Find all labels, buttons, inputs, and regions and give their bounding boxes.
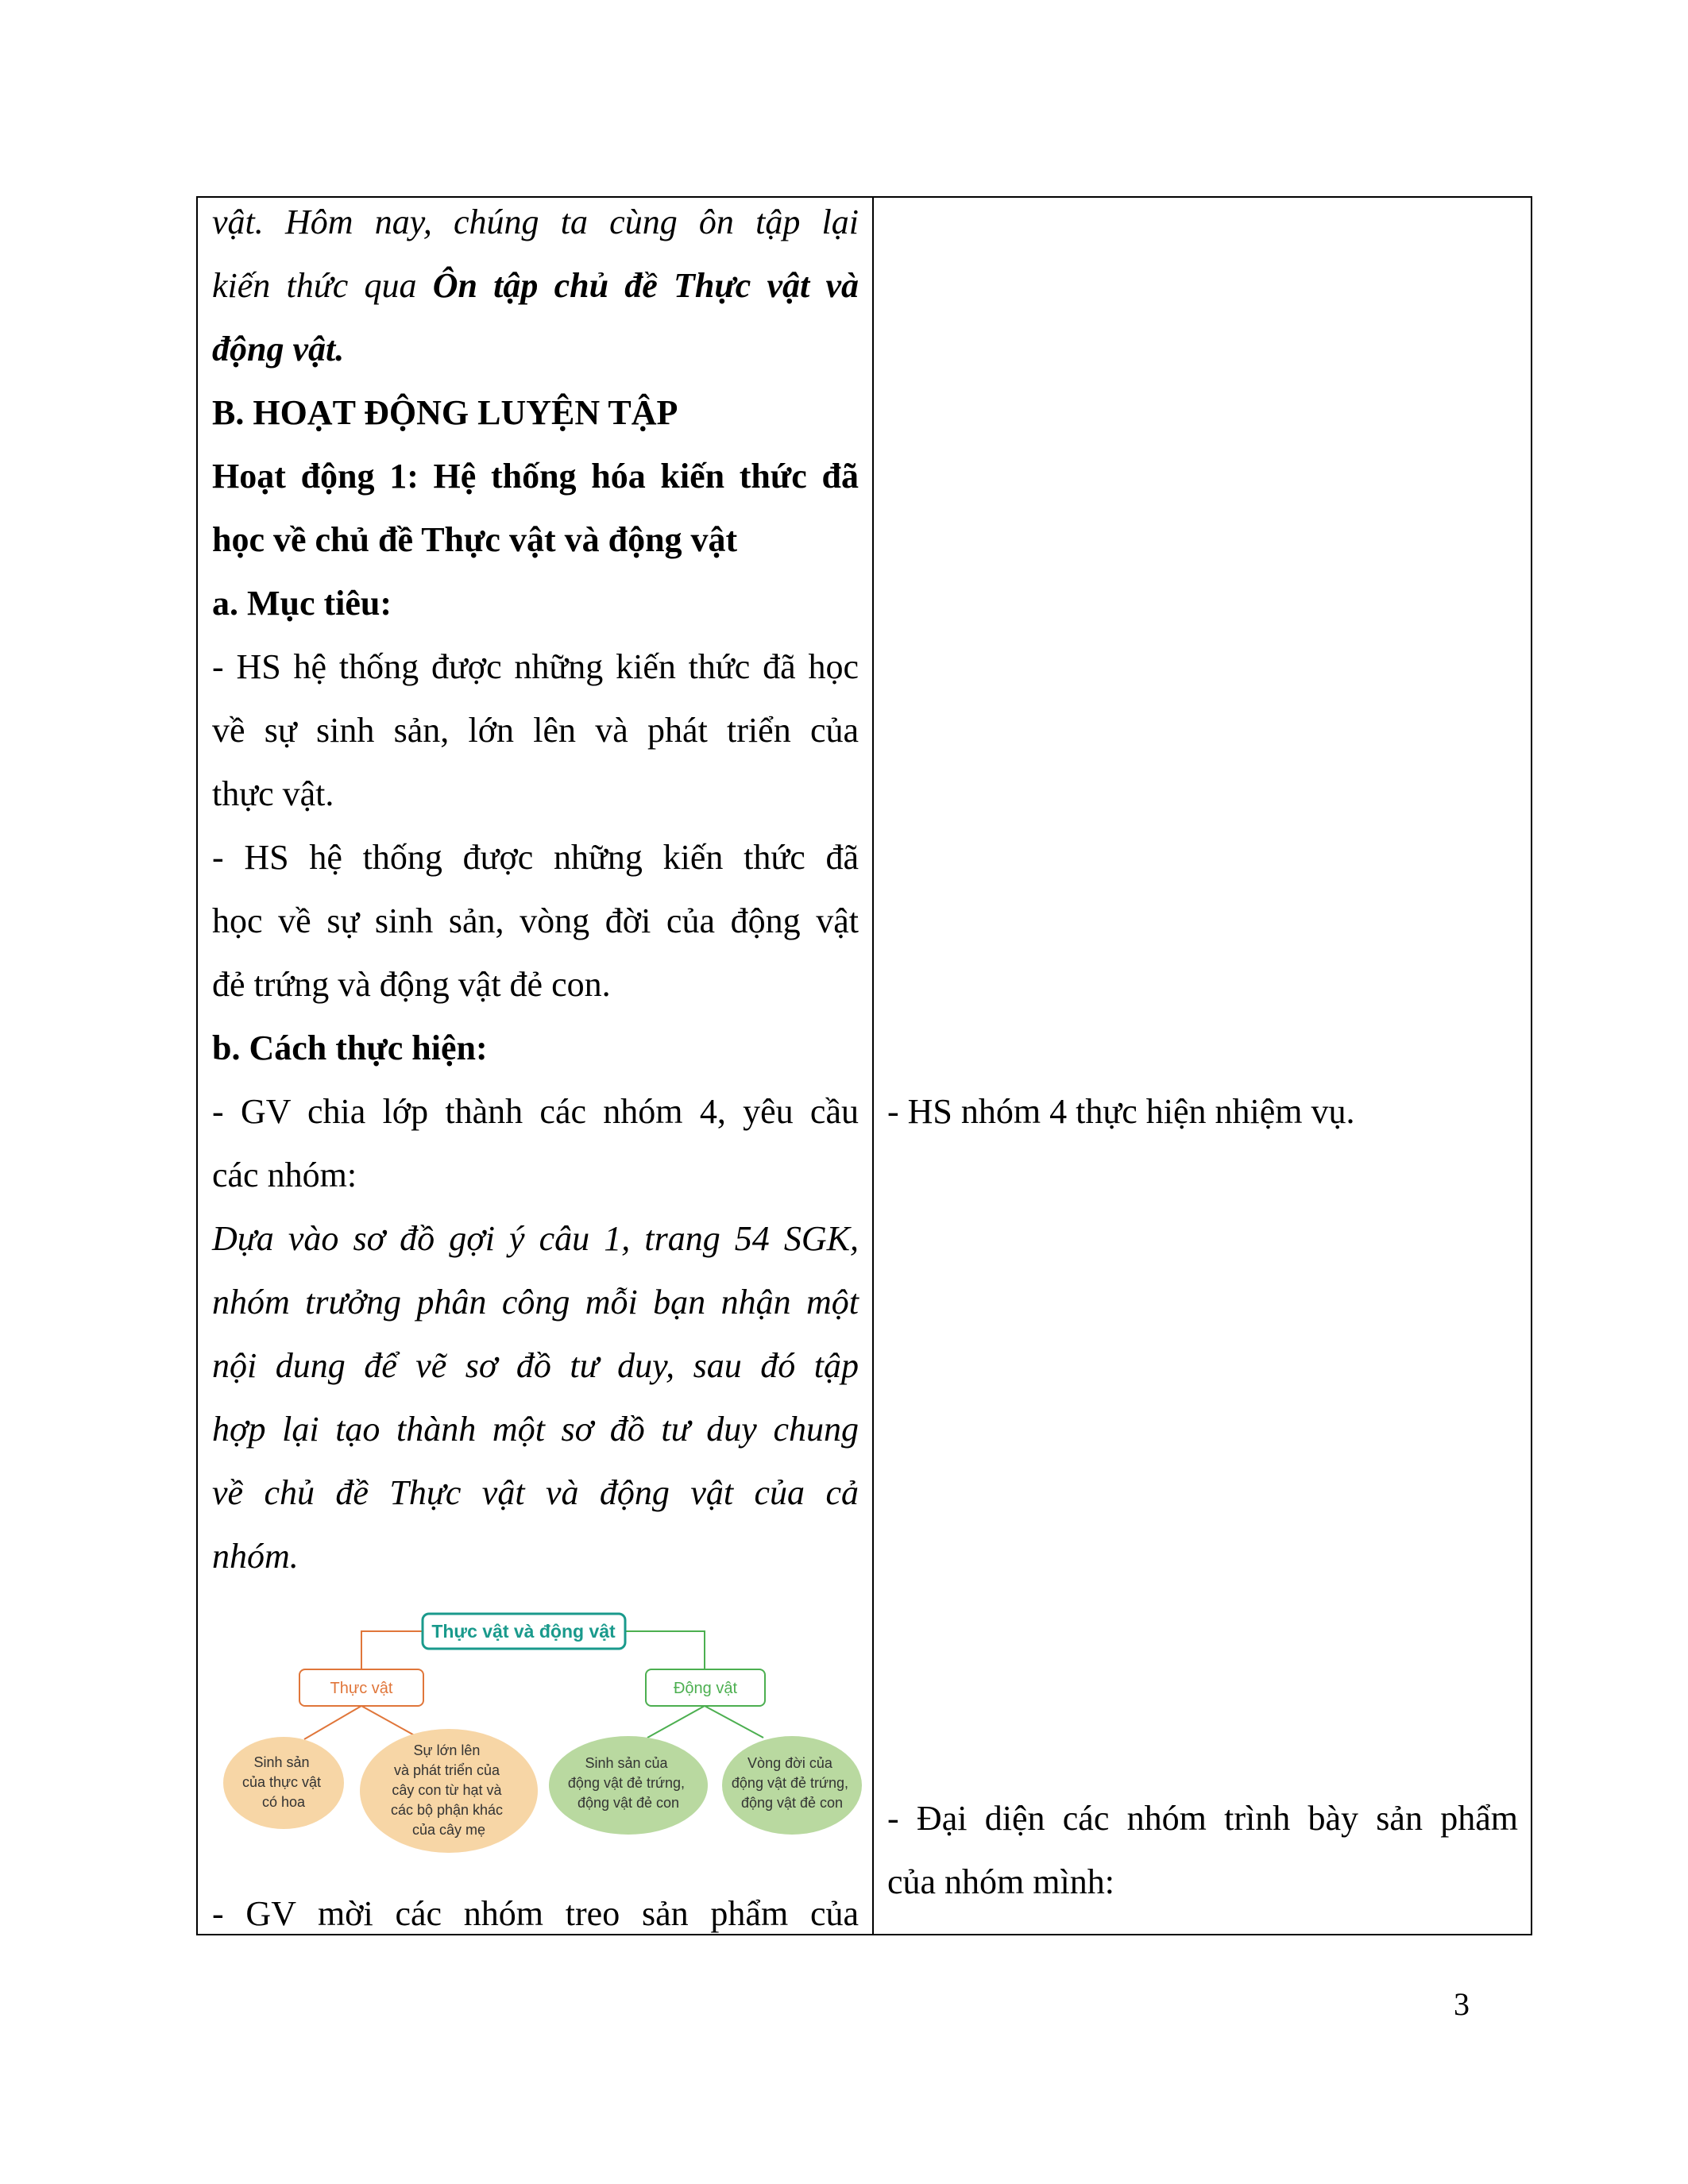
animal-reproduction-text: Sinh sản của động vật đẻ trứng, động vật đẻ con [567, 1755, 686, 1811]
section-heading: B. HOẠT ĐỘNG LUYỆN TẬP [212, 393, 678, 432]
task-text: nhóm trưởng phân công mỗi bạn nhận một [212, 1283, 859, 1322]
method-text: - GV mời các nhóm treo sản phẩm của [212, 1894, 859, 1933]
activity-heading: Hoạt động 1: Hệ thống hóa kiến thức đã [212, 457, 859, 496]
task-text: về chủ đề Thực vật và động vật của cả [212, 1473, 859, 1512]
student-column-task [887, 1080, 1518, 1144]
activity-heading: học về chủ đề Thực vật và động vật [212, 520, 738, 559]
student-text: - HS nhóm 4 thực hiện nhiệm vụ. [887, 1092, 1355, 1131]
student-text: của nhóm mình: [887, 1862, 1114, 1901]
student-text: - Đại diện các nhóm trình bày sản phẩm [887, 1799, 1518, 1838]
goal-text: học về sự sinh sản, vòng đời của động vật [212, 901, 859, 940]
goal-heading: a. Mục tiêu: [212, 584, 392, 623]
method-text: - GV chia lớp thành các nhóm 4, yêu cầu [212, 1092, 859, 1131]
method-heading: b. Cách thực hiện: [212, 1028, 488, 1067]
goal-text: - HS hệ thống được những kiến thức đã học [212, 647, 859, 686]
column-divider [872, 196, 874, 1935]
mind-map-diagram [218, 1604, 862, 1866]
goal-text: thực vật. [212, 774, 334, 813]
teacher-column [212, 191, 859, 1588]
animal-lifecycle-text: Vòng đời của động vật đẻ trứng, động vật đẻ con [731, 1755, 849, 1811]
intro-line: vật. Hôm nay, chúng ta cùng ôn tập lại [212, 203, 859, 241]
teacher-column-continued [212, 1882, 859, 1935]
plant-reproduction-text: Sinh sản của thực vật có hoa [241, 1754, 322, 1810]
intro-line: động vật. [212, 330, 345, 369]
animal-label: Động vật [673, 1680, 738, 1697]
goal-text: đẻ trứng và động vật đẻ con. [212, 965, 611, 1004]
root-label: Thực vật và động vật [431, 1621, 616, 1642]
intro-line: kiến thức qua Ôn tập chủ đề Thực vật và [212, 266, 859, 305]
goal-text: - HS hệ thống được những kiến thức đã [212, 838, 859, 877]
student-column-present [887, 1787, 1518, 1914]
page-number: 3 [1454, 1986, 1470, 2022]
task-text: hợp lại tạo thành một sơ đồ tư duy chung [212, 1410, 859, 1449]
plant-label: Thực vật [330, 1680, 393, 1697]
plant-growth-text: Sự lớn lên và phát triển của cây con từ hạt và các bộ phận khác của cây mẹ [390, 1742, 504, 1838]
goal-text: về sự sinh sản, lớn lên và phát triển của [212, 711, 859, 750]
task-text: nội dung để vẽ sơ đồ tư duy, sau đó tập [212, 1346, 859, 1385]
task-text: nhóm. [212, 1537, 299, 1576]
task-text: Dựa vào sơ đồ gợi ý câu 1, trang 54 SGK, [212, 1219, 859, 1258]
method-text: các nhóm: [212, 1156, 357, 1194]
